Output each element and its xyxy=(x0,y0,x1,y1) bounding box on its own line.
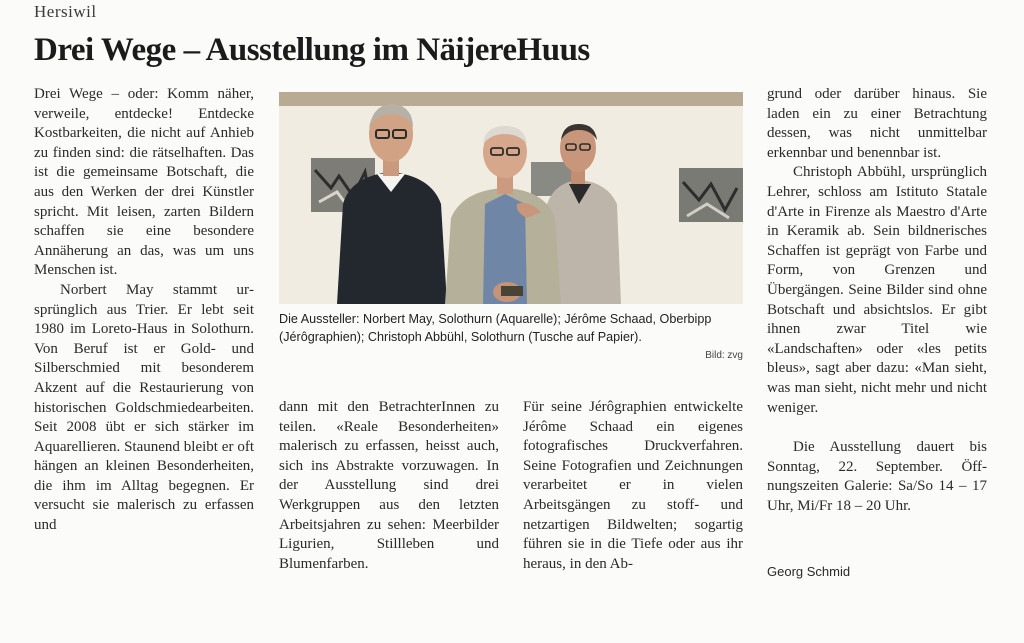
paragraph: Für seine Jérôgraphien entwickelte Jérôme Schaad ein eigenes fotografisches Druckverfahren. Seine Fotografien und Zeichnungen verarbeitet er in vielen Arbeitsgängen zu stoff- und netzartigen Bildwelten; sogartig führen sie in die Tiefe oder aus ihr heraus, in den Ab- xyxy=(523,399,743,572)
column-2 xyxy=(279,398,499,574)
kicker: Hersiwil xyxy=(34,2,97,21)
author-byline: Georg Schmid xyxy=(767,564,851,579)
photo-illustration xyxy=(279,92,743,304)
column-4 xyxy=(767,85,987,516)
column-1 xyxy=(34,85,254,536)
paragraph: Die Ausstellung dauert bis Sonntag, 22. September. Öffnungszeiten Galerie: Sa/So 14 – 17 Uhr, Mi/Fr 18 – 20 Uhr. xyxy=(767,439,987,514)
paragraph: Norbert May stammt ursprünglich aus Trier. Er lebt seit 1980 im Loreto-Haus in Solothurn. Von Beruf ist er Gold- und Silberschmied mit besonderem Akzent auf die Restaurierung von historischen Goldschmiedearbeiten. Seit 2008 übt er sich stärker im Aquarellieren. Staunend bleibt er oft hängen an kleinen Besonderheiten, die ihm im Alltag begegnen. Er versucht sie malerisch zu erfassen und xyxy=(34,281,254,534)
headline: Drei Wege – Ausstellung im NäijereHuus xyxy=(34,32,590,68)
paragraph: Christoph Abbühl, ursprünglich Lehrer, schloss am Istituto Statale d'Arte in Firenze als Maestro d'Arte in Keramik ab. Sein bildnerisches Schaffen ist geprägt von Farbe und Form, von Grenzen und Übergängen. Seine Bilder sind ohne Botschaft und absichtslos. Er gibt ihnen zwar Titel wie «Landschaften» oder «les petits bleus», sagt aber dazu: «Man sieht, was man sieht, nicht mehr und nicht weniger. xyxy=(767,164,987,416)
exhibitors-photo xyxy=(279,92,743,304)
paragraph: grund oder darüber hinaus. Sie laden ein zu einer Betrachtung dessen, was nicht unmittelbar erkennbar und benennbar ist. xyxy=(767,86,987,161)
paragraph: Drei Wege – oder: Komm näher, verweile, entdecke! Entdecke Kostbarkeiten, die nicht auf Anhieb zu finden sind: die rätselhaften. Das ist die gemeinsame Botschaft, die aus den Werken der drei Künstler spricht. Mit leisen, zarten Bildern schaffen sie eine besondere Annäherung an das, was um uns Menschen ist. xyxy=(34,86,254,279)
photo-credit: Bild: zvg xyxy=(705,350,743,361)
column-3 xyxy=(523,398,743,574)
paragraph: dann mit den BetrachterInnen zu teilen. «Reale Besonderheiten» malerisch zu erfassen, heisst auch, sich ins Abstrakte vorzuwagen. In der Ausstellung sind drei Werkgruppen aus den letzten Arbeitsjahren zu sehen: Meerbilder Ligurien, Stillleben und Blumenfarben. xyxy=(279,399,499,572)
photo-caption: Die Aussteller: Norbert May, Solothurn (Aquarelle); Jérôme Schaad, Oberbipp (Jérôgraphien); Christoph Abbühl, Solothurn (Tusche auf Papier). xyxy=(279,312,712,344)
